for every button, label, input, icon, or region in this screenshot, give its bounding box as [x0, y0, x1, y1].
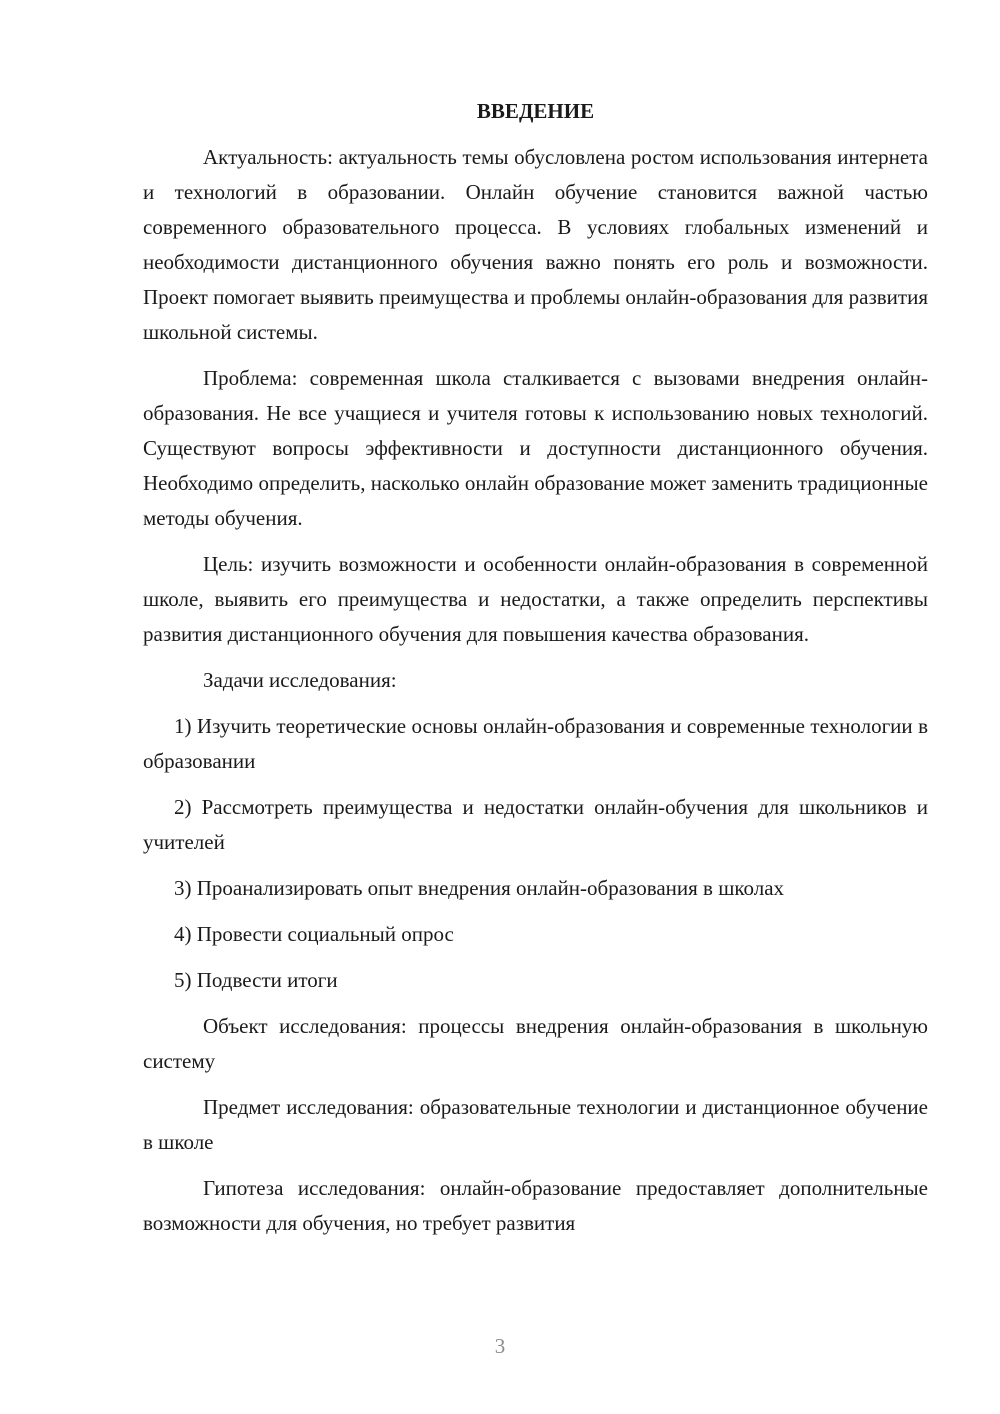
paragraph-hypothesis: Гипотеза исследования: онлайн-образование предоставляет дополнительные возможности для обучения, но требует развития	[143, 1176, 928, 1235]
task-item-5: 5) Подвести итоги	[174, 968, 338, 992]
task-item-3: 3) Проанализировать опыт внедрения онлайн-образования в школах	[174, 876, 785, 900]
paragraph-subject: Предмет исследования: образовательные технологии и дистанционное обучение в школе	[143, 1095, 928, 1154]
page-number: 3	[494, 1334, 506, 1358]
task-item-1: 1) Изучить теоретические основы онлайн-образования и современные технологии в образовании	[143, 714, 928, 773]
task-item-2: 2) Рассмотреть преимущества и недостатки онлайн-обучения для школьников и учителей	[143, 795, 928, 854]
paragraph-problem: Проблема: современная школа сталкивается с вызовами внедрения онлайн-образования. Не все учащиеся и учителя готовы к использованию новых технологий. Существуют вопросы эффективности и доступности дистанционного обучения. Необходимо определить, насколько онлайн образование может заменить традиционные методы обучения.	[143, 366, 928, 530]
tasks-heading: Задачи исследования:	[203, 668, 397, 692]
paragraph-object: Объект исследования: процессы внедрения онлайн-образования в школьную систему	[143, 1014, 928, 1073]
document-page	[143, 96, 928, 1252]
task-item-4: 4) Провести социальный опрос	[174, 922, 454, 946]
paragraph-relevance: Актуальность: актуальность темы обусловлена ростом использования интернета и технологий в образовании. Онлайн обучение становится важной частью современного образовательного процесса. В условиях глобальных изменений и необходимости дистанционного обучения важно понять его роль и возможности. Проект помогает выявить преимущества и проблемы онлайн-образования для развития школьной системы.	[143, 145, 928, 344]
paragraph-goal: Цель: изучить возможности и особенности онлайн-образования в современной школе, выявить его преимущества и недостатки, а также определить перспективы развития дистанционного обучения для повышения качества образования.	[143, 552, 928, 646]
page-title: ВВЕДЕНИЕ	[476, 99, 595, 123]
